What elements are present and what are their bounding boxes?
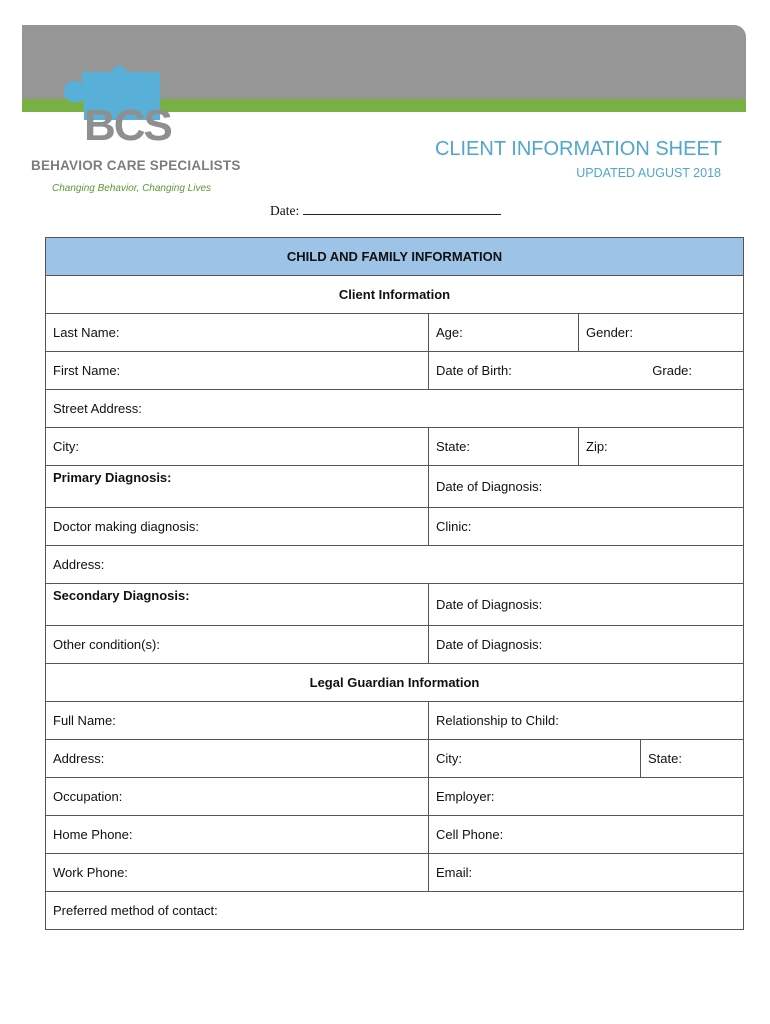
field-grade-label: Grade:: [652, 363, 693, 378]
field-guardian-home-phone[interactable]: Home Phone:: [46, 816, 429, 854]
field-guardian-email[interactable]: Email:: [429, 854, 744, 892]
field-guardian-city[interactable]: City:: [429, 740, 641, 778]
field-guardian-occupation[interactable]: Occupation:: [46, 778, 429, 816]
field-primary-diagnosis-date[interactable]: Date of Diagnosis:: [429, 466, 744, 508]
date-field[interactable]: [303, 202, 501, 215]
field-guardian-relationship[interactable]: Relationship to Child:: [429, 702, 744, 740]
logo-company-name: BEHAVIOR CARE SPECIALISTS: [31, 158, 241, 173]
document-title: CLIENT INFORMATION SHEET: [434, 138, 722, 160]
field-guardian-full-name[interactable]: Full Name:: [46, 702, 429, 740]
field-primary-diagnosis[interactable]: [46, 466, 429, 508]
document-subtitle: UPDATED AUGUST 2018: [576, 166, 721, 180]
field-clinic[interactable]: Clinic:: [429, 508, 744, 546]
primary-diagnosis-label: Primary Diagnosis:: [53, 470, 172, 485]
field-secondary-diagnosis[interactable]: [46, 584, 429, 626]
field-zip[interactable]: Zip:: [579, 428, 744, 466]
field-guardian-work-phone[interactable]: Work Phone:: [46, 854, 429, 892]
field-age[interactable]: Age:: [429, 314, 579, 352]
logo-letters: BCS: [84, 101, 171, 150]
field-secondary-diagnosis-date[interactable]: Date of Diagnosis:: [429, 584, 744, 626]
field-state[interactable]: State:: [429, 428, 579, 466]
subsection-header-guardian: Legal Guardian Information: [46, 664, 744, 702]
date-label: Date:: [270, 203, 300, 218]
field-other-conditions[interactable]: Other condition(s):: [46, 626, 429, 664]
field-street-address[interactable]: Street Address:: [46, 390, 744, 428]
field-dob-grade[interactable]: [429, 352, 744, 390]
field-doctor[interactable]: Doctor making diagnosis:: [46, 508, 429, 546]
field-guardian-employer[interactable]: Employer:: [429, 778, 744, 816]
field-gender[interactable]: Gender:: [579, 314, 744, 352]
field-dob-label: Date of Birth:: [436, 363, 512, 378]
client-form-table: [45, 237, 744, 930]
field-guardian-address[interactable]: Address:: [46, 740, 429, 778]
section-header-child-family: CHILD AND FAMILY INFORMATION: [46, 238, 744, 276]
field-city[interactable]: City:: [46, 428, 429, 466]
field-guardian-state[interactable]: State:: [641, 740, 744, 778]
field-guardian-cell-phone[interactable]: Cell Phone:: [429, 816, 744, 854]
field-clinic-address[interactable]: Address:: [46, 546, 744, 584]
subsection-header-client: Client Information: [46, 276, 744, 314]
field-other-conditions-date[interactable]: Date of Diagnosis:: [429, 626, 744, 664]
field-last-name[interactable]: Last Name:: [46, 314, 429, 352]
date-line: [270, 202, 501, 219]
field-first-name[interactable]: First Name:: [46, 352, 429, 390]
field-preferred-contact[interactable]: Preferred method of contact:: [46, 892, 744, 930]
logo-tagline: Changing Behavior, Changing Lives: [52, 183, 211, 194]
secondary-diagnosis-label: Secondary Diagnosis:: [53, 588, 190, 603]
